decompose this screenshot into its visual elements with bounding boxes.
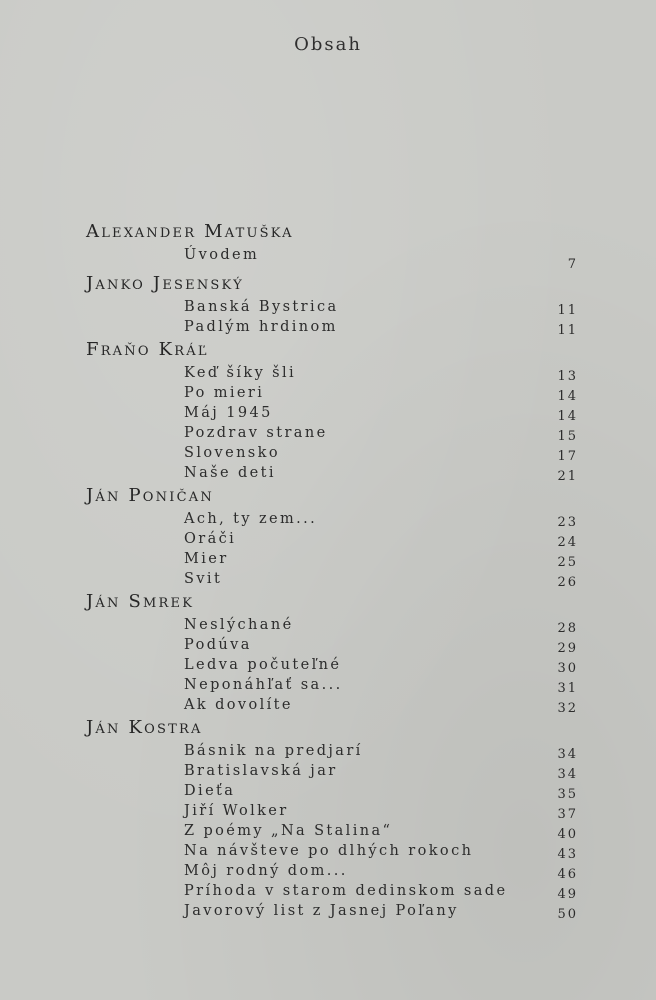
toc-entry xyxy=(86,901,584,921)
entry-title: Svit xyxy=(184,571,223,587)
entry-page: 50 xyxy=(557,907,578,922)
entry-page: 11 xyxy=(557,303,578,318)
entry-title: Príhoda v starom dedinskom sade xyxy=(184,883,508,899)
toc-entry xyxy=(86,403,584,423)
entry-page: 49 xyxy=(557,887,578,902)
entry-title: Neslýchané xyxy=(184,617,294,633)
toc-section xyxy=(86,271,584,337)
author-name: Fraňo Kráľ xyxy=(86,339,209,360)
entry-page: 34 xyxy=(557,767,578,782)
entry-page: 11 xyxy=(557,323,578,338)
entry-title: Padlým hrdinom xyxy=(184,319,338,335)
toc-entry xyxy=(86,549,584,569)
entry-title: Pozdrav strane xyxy=(184,425,328,441)
toc-entry xyxy=(86,675,584,695)
toc-entry xyxy=(86,245,584,271)
toc-section xyxy=(86,337,584,483)
author-name: Janko Jesenský xyxy=(86,273,244,294)
toc-entry xyxy=(86,821,584,841)
entry-page: 14 xyxy=(557,409,578,424)
toc-entry xyxy=(86,509,584,529)
toc-entry xyxy=(86,443,584,463)
entry-title: Básnik na predjarí xyxy=(184,743,363,759)
entry-page: 26 xyxy=(557,575,578,590)
entry-title: Naše deti xyxy=(184,465,276,481)
entry-page: 35 xyxy=(557,787,578,802)
toc-section xyxy=(86,219,584,271)
entry-page: 29 xyxy=(557,641,578,656)
entry-title: Keď šíky šli xyxy=(184,365,297,381)
author-name: Ján Poničan xyxy=(86,485,214,506)
toc-section xyxy=(86,715,584,921)
entry-title: Máj 1945 xyxy=(184,405,273,421)
entry-page: 31 xyxy=(557,681,578,696)
toc-entry xyxy=(86,761,584,781)
toc-entry xyxy=(86,655,584,675)
entry-page: 46 xyxy=(557,867,578,882)
entry-page: 13 xyxy=(557,369,578,384)
entry-title: Mier xyxy=(184,551,229,567)
toc-entry xyxy=(86,695,584,715)
table-of-contents xyxy=(86,219,584,921)
entry-title: Neponáhľať sa... xyxy=(184,677,343,693)
entry-page: 17 xyxy=(557,449,578,464)
entry-title: Jiří Wolker xyxy=(184,803,289,819)
entry-page: 24 xyxy=(557,535,578,550)
entry-page: 37 xyxy=(557,807,578,822)
entry-page: 7 xyxy=(567,257,578,272)
entry-title: Ach, ty zem... xyxy=(184,511,318,527)
entry-page: 21 xyxy=(557,469,578,484)
toc-entry xyxy=(86,741,584,761)
entry-page: 30 xyxy=(557,661,578,676)
entry-title: Banská Bystrica xyxy=(184,299,339,315)
toc-entry xyxy=(86,423,584,443)
toc-entry xyxy=(86,463,584,483)
toc-entry xyxy=(86,861,584,881)
entry-page: 23 xyxy=(557,515,578,530)
toc-entry xyxy=(86,317,584,337)
toc-entry xyxy=(86,781,584,801)
author-name: Alexander Matuška xyxy=(86,221,294,242)
entry-title: Slovensko xyxy=(184,445,280,461)
toc-entry xyxy=(86,635,584,655)
entry-page: 25 xyxy=(557,555,578,570)
entry-title: Podúva xyxy=(184,637,252,653)
author-name: Ján Kostra xyxy=(86,717,203,738)
entry-page: 28 xyxy=(557,621,578,636)
toc-entry xyxy=(86,881,584,901)
entry-page: 43 xyxy=(557,847,578,862)
toc-entry xyxy=(86,297,584,317)
entry-title: Dieťa xyxy=(184,783,236,799)
toc-entry xyxy=(86,615,584,635)
entry-title: Javorový list z Jasnej Poľany xyxy=(184,903,459,919)
entry-title: Ak dovolíte xyxy=(184,697,293,713)
toc-entry xyxy=(86,841,584,861)
toc-entry xyxy=(86,363,584,383)
entry-page: 34 xyxy=(557,747,578,762)
entry-title: Na návšteve po dlhých rokoch xyxy=(184,843,474,859)
entry-title: Po mieri xyxy=(184,385,265,401)
entry-page: 15 xyxy=(557,429,578,444)
toc-entry xyxy=(86,529,584,549)
toc-section xyxy=(86,589,584,715)
entry-title: Oráči xyxy=(184,531,237,547)
entry-page: 14 xyxy=(557,389,578,404)
page-title: Obsah xyxy=(294,34,362,55)
entry-page: 40 xyxy=(557,827,578,842)
toc-section xyxy=(86,483,584,589)
entry-title: Z poémy „Na Stalina“ xyxy=(184,823,393,839)
author-name: Ján Smrek xyxy=(86,591,195,612)
toc-entry xyxy=(86,569,584,589)
entry-page: 32 xyxy=(557,701,578,716)
entry-title: Ledva počuteľné xyxy=(184,657,342,673)
toc-entry xyxy=(86,383,584,403)
entry-title: Môj rodný dom... xyxy=(184,863,348,879)
entry-title: Bratislavská jar xyxy=(184,763,338,779)
entry-title: Úvodem xyxy=(184,247,260,263)
toc-entry xyxy=(86,801,584,821)
